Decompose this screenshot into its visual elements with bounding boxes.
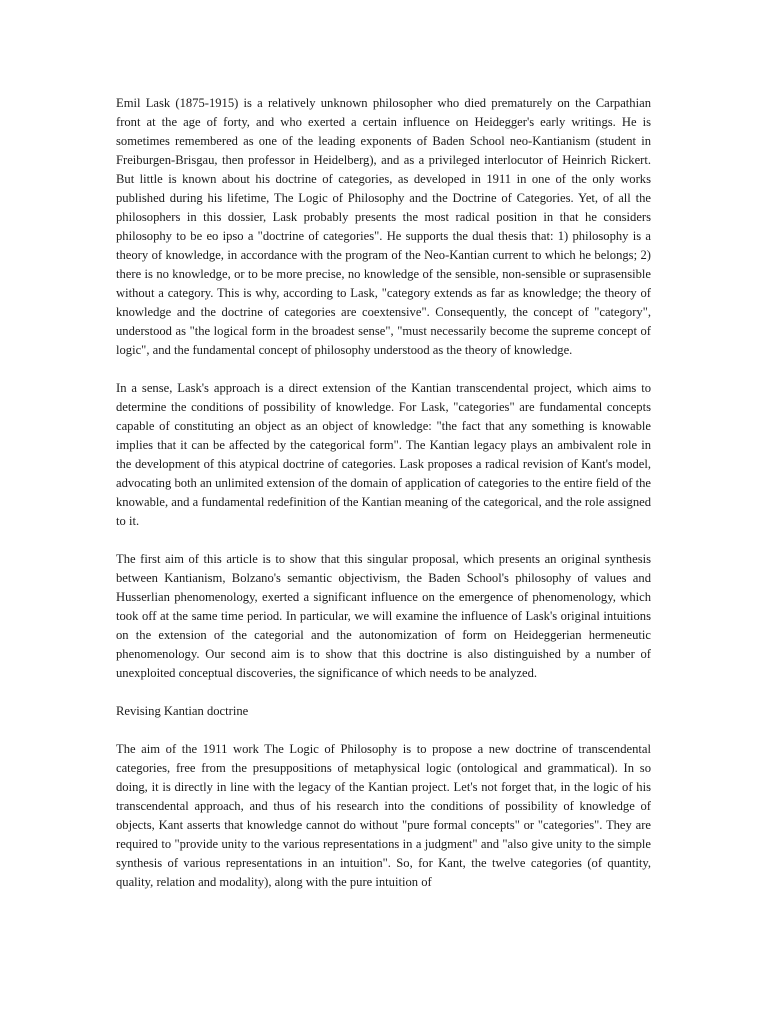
paragraph-1: Emil Lask (1875-1915) is a relatively unknown philosopher who died prematurely on the Carpathian front at the age of forty, and who exerted a certain influence on Heidegger's early writings. He is sometimes remembered as one of the leading exponents of Baden School neo-Kantianism (student in Freiburgen-Brisgau, then professor in Heidelberg), and as a privileged interlocutor of Heinrich Rickert. But little is known about his doctrine of categories, as developed in 1911 in one of the only works published during his lifetime, The Logic of Philosophy and the Doctrine of Categories. Yet, of all the philosophers in this dossier, Lask probably presents the most radical position in that he considers philosophy to be eo ipso a "doctrine of categories". He supports the dual thesis that: 1) philosophy is a theory of knowledge, in accordance with the program of the Neo-Kantian current to which he belongs; 2) there is no knowledge, or to be more precise, no knowledge of the sensible, non-sensible or suprasensible without a category. This is why, according to Lask, "category extends as far as knowledge; the theory of knowledge and the doctrine of categories are coextensive". Consequently, the concept of "category", understood as "the logical form in the broadest sense", "must necessarily become the supreme concept of logic", and the fundamental concept of philosophy understood as the theory of knowledge. xyxy=(116,96,651,357)
paragraph-3: The first aim of this article is to show that this singular proposal, which presents an original synthesis between Kantianism, Bolzano's semantic objectivism, the Baden School's philosophy of values and Husserlian phenomenology, exerted a significant influence on the emergence of phenomenology, which took off at the same time period. In particular, we will examine the influence of Lask's original intuitions on the extension of the categorial and the autonomization of form on Heideggerian hermeneutic phenomenology. Our second aim is to show that this doctrine is also distinguished by a number of unexploited conceptual discoveries, the significance of which needs to be analyzed. xyxy=(116,552,651,680)
section-heading: Revising Kantian doctrine xyxy=(116,704,249,718)
document-page xyxy=(116,94,651,911)
paragraph-4: The aim of the 1911 work The Logic of Philosophy is to propose a new doctrine of transcendental categories, free from the presuppositions of metaphysical logic (ontological and grammatical). In so doing, it is directly in line with the legacy of the Kantian project. Let's not forget that, in the logic of his transcendental approach, and thus of his research into the conditions of possibility of knowledge of objects, Kant asserts that knowledge cannot do without "pure formal concepts" or "categories". They are required to "provide unity to the various representations in a judgment" and "also give unity to the simple synthesis of various representations in an intuition". So, for Kant, the twelve categories (of quantity, quality, relation and modality), along with the pure intuition of xyxy=(116,742,651,889)
paragraph-2: In a sense, Lask's approach is a direct extension of the Kantian transcendental project, which aims to determine the conditions of possibility of knowledge. For Lask, "categories" are fundamental concepts capable of constituting an object as an object of knowledge: "the fact that any something is knowable implies that it can be affected by the categorical form". The Kantian legacy plays an ambivalent role in the development of this atypical doctrine of categories. Lask proposes a radical revision of Kant's model, advocating both an unlimited extension of the domain of application of categories to the entire field of the knowable, and a fundamental redefinition of the Kantian meaning of the categorical, and the role assigned to it. xyxy=(116,381,651,528)
